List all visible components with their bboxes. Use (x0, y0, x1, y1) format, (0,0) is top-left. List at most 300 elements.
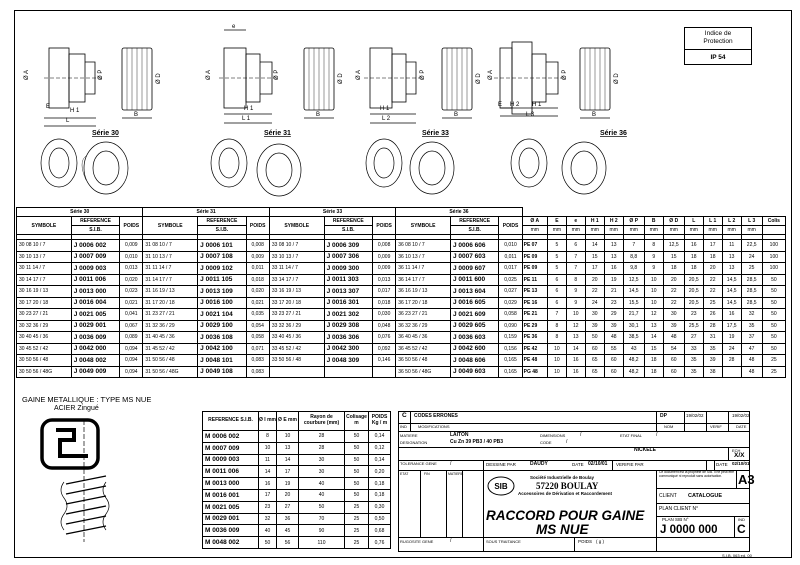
gaine-cell: 28 (299, 442, 345, 454)
d31-label-d: Ø D (338, 73, 344, 84)
table-cell: 100 (762, 263, 785, 275)
gaine-col-header: Ø I mm (259, 412, 277, 431)
series-33-label: Série 33 (422, 130, 449, 137)
table-cell: 0,083 (246, 366, 269, 378)
table-cell: 10 (547, 343, 566, 355)
table-cell: 25 (762, 366, 785, 378)
table-cell: J 0029 001 (71, 320, 119, 332)
table-cell: 30 11 14 / 7 (17, 263, 72, 275)
gaine-cell: 10 (277, 431, 299, 443)
table-cell: J 0006 101 (198, 240, 246, 252)
table-cell: 9 (566, 286, 585, 298)
table-cell: J 0016 301 (324, 297, 372, 309)
d30-label-a: Ø A (24, 69, 30, 80)
table-cell: J 0007 603 (450, 251, 498, 263)
table-cell: 26 (703, 309, 722, 321)
table-cell: 0,067 (120, 320, 143, 332)
table-cell: 28,5 (741, 274, 762, 286)
etat-final-value: NICKELE (634, 447, 656, 453)
table-cell: J 0029 100 (198, 320, 246, 332)
col-unit: mm (604, 226, 623, 235)
table-cell: 30 (663, 309, 684, 321)
gaine-cell: M 0009 003 (203, 454, 259, 466)
table-cell: 20,5 (684, 286, 703, 298)
gaine-cell: 14 (259, 466, 277, 478)
gaine-cell: M 0048 002 (203, 537, 259, 549)
table-cell: PE 29 (522, 320, 547, 332)
plan-ind: C (737, 522, 746, 536)
date-label: DATE (572, 462, 584, 467)
table-cell: 8 (644, 240, 663, 252)
table-cell: J 0013 307 (324, 286, 372, 298)
table-cell: 8,8 (623, 251, 644, 263)
table-cell: 0,165 (499, 366, 522, 378)
col-symbole: SYMBOLE (396, 217, 451, 235)
col-unit: mm (663, 226, 684, 235)
d36-label-l3: L 3 (526, 112, 535, 118)
gaine-row (203, 478, 391, 490)
table-cell: 30 50 56 / 48 (17, 355, 72, 367)
gaine-cell: 19 (277, 478, 299, 490)
table-cell: 19 (722, 332, 741, 344)
table-cell: 5 (547, 251, 566, 263)
table-cell: 33 (684, 343, 703, 355)
table-cell: 48,2 (623, 366, 644, 378)
gaine-cell: M 0013 000 (203, 478, 259, 490)
gaine-cell: 70 (299, 513, 345, 525)
table-cell: J 0006 002 (71, 240, 119, 252)
table-cell: 60 (663, 366, 684, 378)
matiere-value: LAITON (450, 432, 469, 438)
table-cell: J 0016 004 (71, 297, 119, 309)
col-unit: mm (644, 226, 663, 235)
table-cell: 24 (585, 297, 604, 309)
table-cell: J 0016 100 (198, 297, 246, 309)
drawing-title-1: RACCORD POUR GAINE (486, 508, 645, 523)
table-cell: PE 13 (522, 286, 547, 298)
table-cell: 20,5 (684, 274, 703, 286)
col-reference-sib: S.I.B. (324, 226, 372, 235)
table-cell: 0,009 (246, 251, 269, 263)
col-dim: e (566, 217, 585, 226)
table-cell: J 0049 009 (71, 366, 119, 378)
fittings-table (16, 207, 786, 378)
table-cell: 33 11 14 / 7 (269, 263, 324, 275)
gaine-cell: 56 (277, 537, 299, 549)
code-value: / (566, 439, 568, 445)
table-cell: 15 (585, 251, 604, 263)
table-cell: 30 23 27 / 21 (17, 309, 72, 321)
table-cell: 0,021 (120, 297, 143, 309)
table-cell: 13 (644, 320, 663, 332)
gaine-col-header: POIDS Kg / m (369, 412, 391, 431)
table-cell: 36 16 19 / 13 (396, 286, 451, 298)
table-cell: J 0009 607 (450, 263, 498, 275)
col-dim: H 2 (604, 217, 623, 226)
date-value: 02/10/01 (588, 461, 608, 467)
gaine-cell: 0,14 (369, 431, 391, 443)
table-cell: 0,030 (373, 309, 396, 321)
table-cell: 30 16 19 / 13 (17, 286, 72, 298)
table-cell: J 0048 606 (450, 355, 498, 367)
logo-text: SIB (494, 482, 508, 491)
table-cell: PE 48 (522, 355, 547, 367)
table-cell: 36 50 56 / 48 (396, 355, 451, 367)
gaine-cell: 0,14 (369, 454, 391, 466)
col-unit: mm (547, 226, 566, 235)
col-poids: POIDS (246, 217, 269, 235)
table-cell: 0,011 (246, 263, 269, 275)
gaine-col-header: REFERENCE S.I.B. (203, 412, 259, 431)
table-cell: PE 16 (522, 297, 547, 309)
gaine-cell: 40 (299, 489, 345, 501)
table-cell: 13 (722, 263, 741, 275)
d36-label-d: Ø D (614, 73, 620, 84)
table-cell: 36 40 45 / 36 (396, 332, 451, 344)
table-row (17, 309, 786, 321)
table-cell: 7 (623, 240, 644, 252)
date-label-top: DATE (736, 424, 747, 429)
table-cell: 60 (663, 355, 684, 367)
table-cell: 33 45 52 / 42 (269, 343, 324, 355)
gaine-row (203, 454, 391, 466)
table-row (17, 320, 786, 332)
table-cell: 30 50 56 / 48G (17, 366, 72, 378)
col-symbole: SYMBOLE (143, 217, 198, 235)
gaine-cell: 17 (277, 466, 299, 478)
table-cell: 31 10 13 / 7 (143, 251, 198, 263)
group-header-31: Série 31 (143, 208, 269, 217)
table-cell: 39 (604, 320, 623, 332)
fitting-render-30 (41, 139, 128, 194)
gaine-cell: 0,68 (369, 525, 391, 537)
notice-text: Ce document est la propriété de SIB. Il ne peut être communiqué ni reproduit sans autorisation. (659, 470, 735, 478)
table-cell: 31 08 10 / 7 (143, 240, 198, 252)
table-cell: 60 (585, 343, 604, 355)
plan-number: J 0000 000 (660, 524, 718, 536)
col-unit (762, 226, 785, 235)
d36-label-e: E (498, 102, 503, 108)
finish-col-1: ETAT (400, 472, 409, 476)
d33-label-d: Ø D (476, 73, 482, 84)
col-unit: mm (585, 226, 604, 235)
table-cell: 28 (722, 355, 741, 367)
table-cell: 16 (684, 240, 703, 252)
table-cell: 14,5 (722, 286, 741, 298)
matiere-label: MATIERE (400, 433, 418, 438)
table-cell: 0,076 (373, 332, 396, 344)
table-cell: J 0021 302 (324, 309, 372, 321)
col-dim: L (684, 217, 703, 226)
table-cell: J 0021 609 (450, 309, 498, 321)
table-cell: 22 (703, 286, 722, 298)
table-row (17, 355, 786, 367)
sub-header-row (17, 217, 786, 226)
table-cell: 13 (604, 251, 623, 263)
col-poids: POIDS (373, 217, 396, 235)
table-cell: 30 32 36 / 29 (17, 320, 72, 332)
col-dim: H 1 (585, 217, 604, 226)
table-cell: 16 (604, 263, 623, 275)
table-cell: 14 (585, 240, 604, 252)
col-dim: Ø A (522, 217, 547, 226)
table-cell: 23 (684, 309, 703, 321)
table-cell: 0,010 (499, 240, 522, 252)
col-unit: mm (566, 226, 585, 235)
d33-label-a: Ø A (356, 69, 362, 80)
rev-by: DP (660, 413, 667, 419)
table-cell: 48 (663, 332, 684, 344)
table-cell: 31 23 27 / 21 (143, 309, 198, 321)
gaine-cell: 13 (277, 442, 299, 454)
col-poids: POIDS (120, 217, 143, 235)
table-cell: J 0013 109 (198, 286, 246, 298)
gaine-row (203, 442, 391, 454)
col-reference: REFERENCE (198, 217, 246, 226)
ind-label: IND (400, 424, 407, 429)
table-cell: 31 14 17 / 7 (143, 274, 198, 286)
table-cell: PE 42 (522, 343, 547, 355)
group-header-row (17, 208, 786, 217)
table-cell: 65 (585, 355, 604, 367)
gaine-cell: 23 (259, 501, 277, 513)
gaine-cell: 50 (299, 501, 345, 513)
gaine-row (203, 513, 391, 525)
dimensions-label: DIMENSIONS (540, 433, 566, 438)
table-cell: 29 (604, 309, 623, 321)
table-cell: 33 14 17 / 7 (269, 274, 324, 286)
gaine-drawing (22, 412, 200, 552)
protection-value: IP 54 (710, 54, 726, 61)
table-cell: 20,5 (684, 297, 703, 309)
col-reference-sib: S.I.B. (198, 226, 246, 235)
table-cell: 33 10 13 / 7 (269, 251, 324, 263)
table-cell: 15 (644, 343, 663, 355)
table-cell: 50 (762, 320, 785, 332)
table-row (17, 343, 786, 355)
table-cell: 0,048 (373, 320, 396, 332)
table-cell: 50 (762, 274, 785, 286)
table-cell: J 0013 000 (71, 286, 119, 298)
d33-label-h1: H 1 (380, 106, 390, 112)
d36-label-p: Ø P (562, 69, 568, 80)
table-cell: 48 (741, 366, 762, 378)
tolerance-label: TOLERANCE GENE (400, 461, 437, 466)
table-cell (722, 366, 741, 378)
company-line-2: 57220 BOULAY (536, 481, 599, 491)
table-cell: 31 40 45 / 36 (143, 332, 198, 344)
table-cell: 15 (663, 251, 684, 263)
gaine-cell: M 0036 009 (203, 525, 259, 537)
poids-label: POIDS (578, 539, 593, 544)
table-cell: 100 (762, 251, 785, 263)
col-reference-sib: S.I.B. (450, 226, 498, 235)
d31-label-e: e (232, 24, 236, 30)
gaine-cell: 11 (259, 454, 277, 466)
table-cell: 6 (547, 286, 566, 298)
verifie-par-label: VERIFIE PAR (616, 462, 644, 467)
group-header-30: Série 30 (17, 208, 143, 217)
table-cell: 0,011 (499, 251, 522, 263)
gaine-col-header: Colisage m (345, 412, 369, 431)
table-cell: 0,146 (373, 355, 396, 367)
table-cell: 38 (703, 366, 722, 378)
table-cell: 16 (566, 366, 585, 378)
table-cell: 31 (703, 332, 722, 344)
gaine-cell: 0,18 (369, 489, 391, 501)
designation-value: Cu Zn 39 PB3 / 40 PB3 (450, 439, 504, 445)
gaine-cell: 32 (259, 513, 277, 525)
d33-label-l2: L 2 (382, 116, 391, 122)
table-cell: 0,027 (499, 286, 522, 298)
table-cell: J 0029 605 (450, 320, 498, 332)
company-line-3: Accessoires de Dérivation et Raccordement (518, 491, 613, 496)
table-cell: PE 09 (522, 251, 547, 263)
gaine-row (203, 501, 391, 513)
gaine-header-row (203, 412, 391, 431)
table-cell: 36 50 56 / 48G (396, 366, 451, 378)
gaine-cell: M 0016 001 (203, 489, 259, 501)
gaine-cell: 45 (277, 525, 299, 537)
technical-drawings (14, 18, 694, 200)
format-value: A3 (738, 472, 755, 487)
gaine-cell: 14 (277, 454, 299, 466)
table-cell: J 0011 600 (450, 274, 498, 286)
d36-label-h1: H 1 (532, 102, 542, 108)
table-cell: J 0013 604 (450, 286, 498, 298)
table-cell: 12,5 (663, 240, 684, 252)
d31-label-b: B (316, 112, 321, 118)
series-36-label: Série 36 (600, 130, 627, 137)
table-cell: 28,5 (741, 297, 762, 309)
table-cell: 30 17 20 / 18 (17, 297, 72, 309)
table-cell: 0,008 (373, 240, 396, 252)
rev-date-2: 19/02/02 (732, 413, 750, 418)
table-cell: 0,029 (499, 297, 522, 309)
rugosite-value: / (450, 538, 452, 544)
table-row (17, 297, 786, 309)
gaine-cell: 16 (259, 478, 277, 490)
table-cell: 48,2 (623, 355, 644, 367)
table-cell: 0,094 (120, 355, 143, 367)
dimensions-value: / (580, 432, 582, 438)
table-cell: 30 14 17 / 7 (17, 274, 72, 286)
table-cell: 39 (663, 320, 684, 332)
col-unit: mm (722, 226, 741, 235)
gaine-cell: 40 (299, 478, 345, 490)
d33-label-b: B (454, 112, 459, 118)
table-cell (324, 366, 372, 378)
table-cell: 14 (566, 343, 585, 355)
gaine-cell: 0,18 (369, 478, 391, 490)
table-cell: 33 23 27 / 21 (269, 309, 324, 321)
col-unit: mm (703, 226, 722, 235)
table-cell: 30 40 45 / 36 (17, 332, 72, 344)
table-cell: J 0021 005 (71, 309, 119, 321)
table-cell: 0,008 (246, 240, 269, 252)
gaine-cell: 25 (345, 525, 369, 537)
table-cell: 14 (644, 332, 663, 344)
table-cell: 31 11 14 / 7 (143, 263, 198, 275)
gaine-table (202, 411, 391, 549)
table-cell: 30 10 13 / 7 (17, 251, 72, 263)
table-cell: 30 (585, 309, 604, 321)
table-cell: 10 (566, 309, 585, 321)
table-cell: J 0016 605 (450, 297, 498, 309)
table-cell (373, 366, 396, 378)
d31-label-h1: H 1 (244, 106, 254, 112)
gaine-cell: 0,76 (369, 537, 391, 549)
rev-letter: C (402, 412, 407, 419)
table-cell: 36 45 52 / 42 (396, 343, 451, 355)
table-cell: 9,8 (623, 263, 644, 275)
client-label: CLIENT (659, 493, 677, 499)
table-cell: 33 16 19 / 13 (269, 286, 324, 298)
gaine-cell: 50 (345, 466, 369, 478)
table-cell: 20 (663, 274, 684, 286)
d30-label-l: L (66, 118, 70, 124)
table-cell: 13 (604, 240, 623, 252)
table-cell: 30,1 (623, 320, 644, 332)
table-cell: 0,092 (373, 343, 396, 355)
verif-label: VERIF (710, 424, 722, 429)
table-cell: J 0049 603 (450, 366, 498, 378)
d30-label-e: E (46, 104, 51, 110)
table-cell: 33 17 20 / 18 (269, 297, 324, 309)
gaine-cell: 50 (259, 537, 277, 549)
table-cell: 15,5 (623, 297, 644, 309)
etat-final-value-sep: / (656, 432, 658, 438)
table-cell: 10 (644, 286, 663, 298)
finish-col-3: MATIERE (448, 472, 464, 476)
table-cell: 31 50 56 / 48 (143, 355, 198, 367)
table-cell: 24 (722, 343, 741, 355)
gaine-col-header: Rayon de courbure (mm) (299, 412, 345, 431)
table-cell: 13 (566, 332, 585, 344)
table-cell: 39 (585, 320, 604, 332)
table-cell: 22 (663, 286, 684, 298)
dessine-par-label: DESSINE PAR (486, 462, 516, 467)
table-cell: 0,010 (120, 251, 143, 263)
col-unit: mm (522, 226, 547, 235)
table-row (17, 263, 786, 275)
table-cell: 18 (684, 263, 703, 275)
gaine-cell: M 0021 005 (203, 501, 259, 513)
table-cell: 39 (703, 355, 722, 367)
table-cell: 0,017 (373, 286, 396, 298)
d36-label-a: Ø A (488, 69, 494, 80)
gaine-cell: 28 (299, 431, 345, 443)
table-cell: J 0036 603 (450, 332, 498, 344)
gaine-cell: M 0029 001 (203, 513, 259, 525)
table-cell: 14,5 (623, 286, 644, 298)
table-cell: J 0021 104 (198, 309, 246, 321)
table-cell: 0,058 (246, 332, 269, 344)
table-cell: 36 10 13 / 7 (396, 251, 451, 263)
table-cell: 14,5 (722, 274, 741, 286)
finish-col-2: FIN (424, 472, 430, 476)
table-cell: J 0048 309 (324, 355, 372, 367)
table-cell: 31 17 20 / 18 (143, 297, 198, 309)
gaine-cell: 50 (345, 442, 369, 454)
table-cell: 9 (644, 251, 663, 263)
date-label-2: DATE (716, 462, 728, 467)
gaine-cell: 110 (299, 537, 345, 549)
gaine-cell: 50 (345, 454, 369, 466)
table-cell: 32 (741, 309, 762, 321)
table-cell: 25 (741, 263, 762, 275)
table-cell: J 0011 303 (324, 274, 372, 286)
